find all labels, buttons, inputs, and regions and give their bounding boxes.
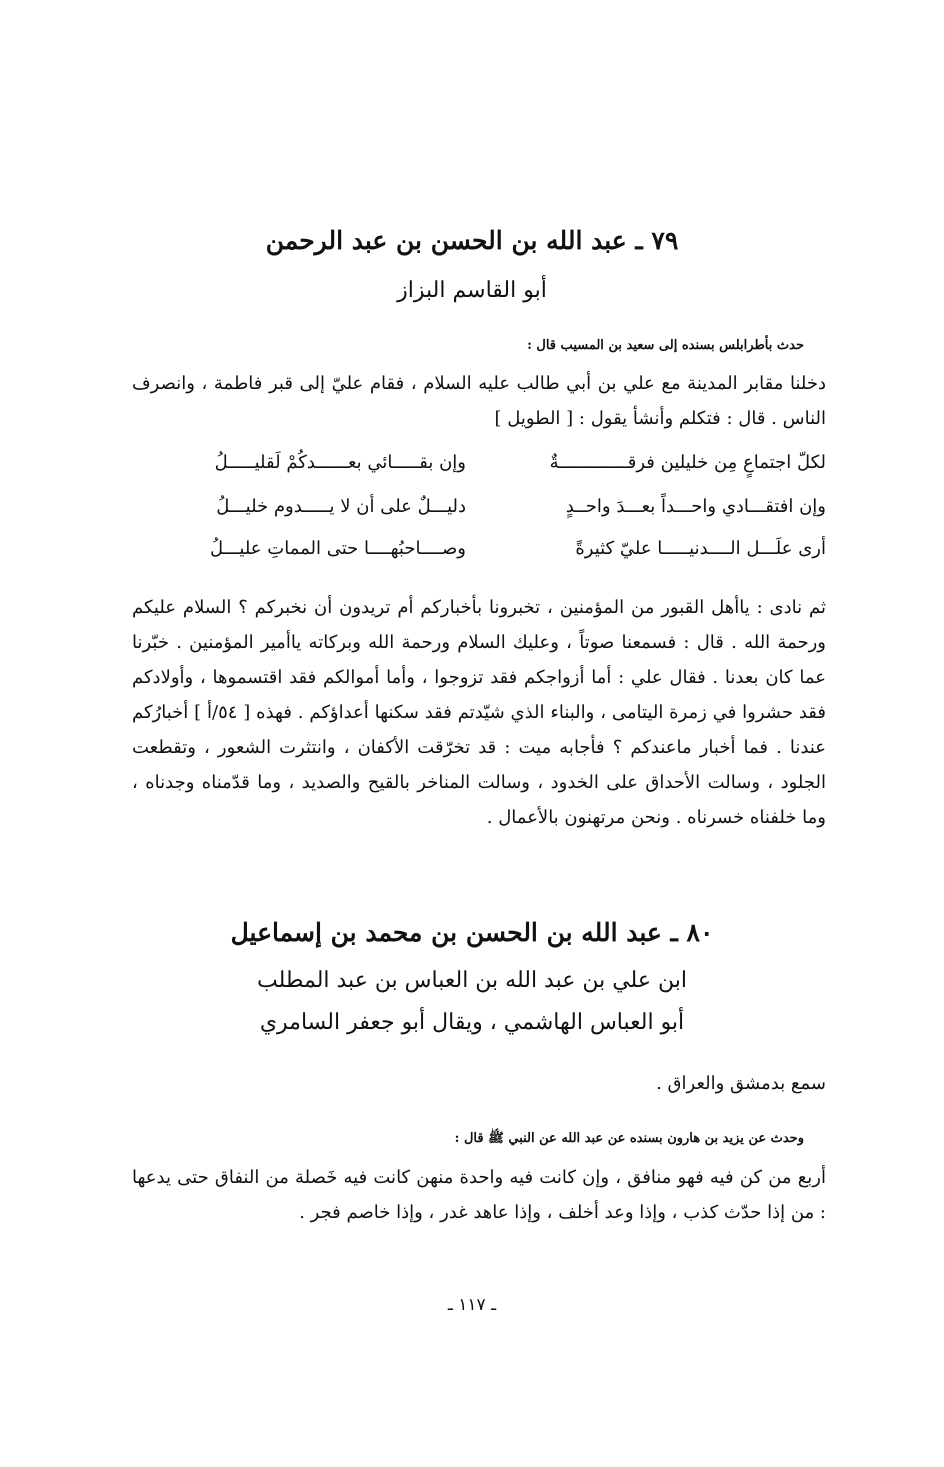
verse-row [132, 496, 826, 530]
section-79-isnad: حدث بأطرابلس بسنده إلى سعيد بن المسيب قال : [527, 338, 804, 353]
section-80-subtitle-kunya: أبو العباس الهاشمي ، ويقال أبو جعفر السامري [259, 1010, 685, 1035]
section-80-isnad: وحدث عن يزيد بن هارون بسنده عن عبد الله عن النبي ﷺ قال : [454, 1131, 804, 1146]
verse-row [132, 452, 826, 486]
verse-first-hemistich: أرى علَـــل الــــدنيـــــا عليّ كثيرةً [575, 538, 826, 559]
verse-first-hemistich: لكلّ اجتماعٍ مِن خليلين فرقـــــــــــــةٌ [549, 452, 826, 473]
page-number: ـ ١١٧ ـ [447, 1295, 497, 1315]
section-80-title: ٨٠ ـ عبد الله بن الحسن بن محمد بن إسماعيل [230, 918, 714, 947]
section-79-title: ٧٩ ـ عبد الله بن الحسن بن عبد الرحمن [265, 226, 679, 255]
section-79-subtitle: أبو القاسم البزاز [397, 278, 547, 303]
verse-second-hemistich: وصــــاحبُهــــا حتى المماتِ عليـــلُ [209, 538, 466, 559]
section-80-heard: سمع بدمشق والعراق . [656, 1073, 826, 1094]
section-79-body: ثم نادى : ياأهل القبور من المؤمنين ، تخبرونا بأخباركم أم تريدون أن نخبركم ؟ السلام عليكم ورحمة الله . قال : فسمعنا صوتاً ، وعليك السلام ورحمة الله وبركاته ياأمير المؤمنين . خبّرنا عما كان بعدنا . فقال علي : أما أزواجكم فقد تزوجوا ، وأما أموالكم فقد اقتسموها ، وأولادكم فقد حشروا في زمرة اليتامى ، والبناء الذي شيّدتم فقد سكنها أعداؤكم . فهذه [ ٥٤/أ ] أخبارُكم عندنا . فما أخبار ماعندكم ؟ فأجابه ميت : قد تخرّقت الأكفان ، وانتثرت الشعور ، وتقطعت الجلود ، وسالت الأحداق على الخدود ، وسالت المناخر بالقيح والصديد ، وما قدّمناه وجدناه ، وما خلفناه خسرناه . ونحن مرتهنون بالأعمال . [132, 597, 826, 828]
verse-first-hemistich: وإن افتقـــادي واحـــداً بعـــدَ واحــدٍ [565, 496, 826, 517]
verse-row [132, 538, 826, 572]
section-80-hadith: أربع من كن فيه فهو منافق ، وإن كانت فيه واحدة منهن كانت فيه خَصلة من النفاق حتى يدعها : من إذا حدّث كذب ، وإذا وعد أخلف ، وإذا عاهد غدر ، وإذا خاصم فجر . [132, 1167, 826, 1223]
verse-second-hemistich: دليـــلٌ على أن لا يـــــدوم خليـــلُ [216, 496, 466, 517]
section-80-subtitle-lineage: ابن علي بن عبد الله بن العباس بن عبد المطلب [257, 968, 687, 993]
section-79-intro: دخلنا مقابر المدينة مع علي بن أبي طالب عليه السلام ، فقام عليّ إلى قبر فاطمة ، وانصرف الناس . قال : فتكلم وأنشأ يقول : [ الطويل ] [132, 373, 826, 429]
verse-second-hemistich: وإن بقـــــائي بعــــــدكُمْ لَقليـــــلُ [214, 452, 466, 473]
